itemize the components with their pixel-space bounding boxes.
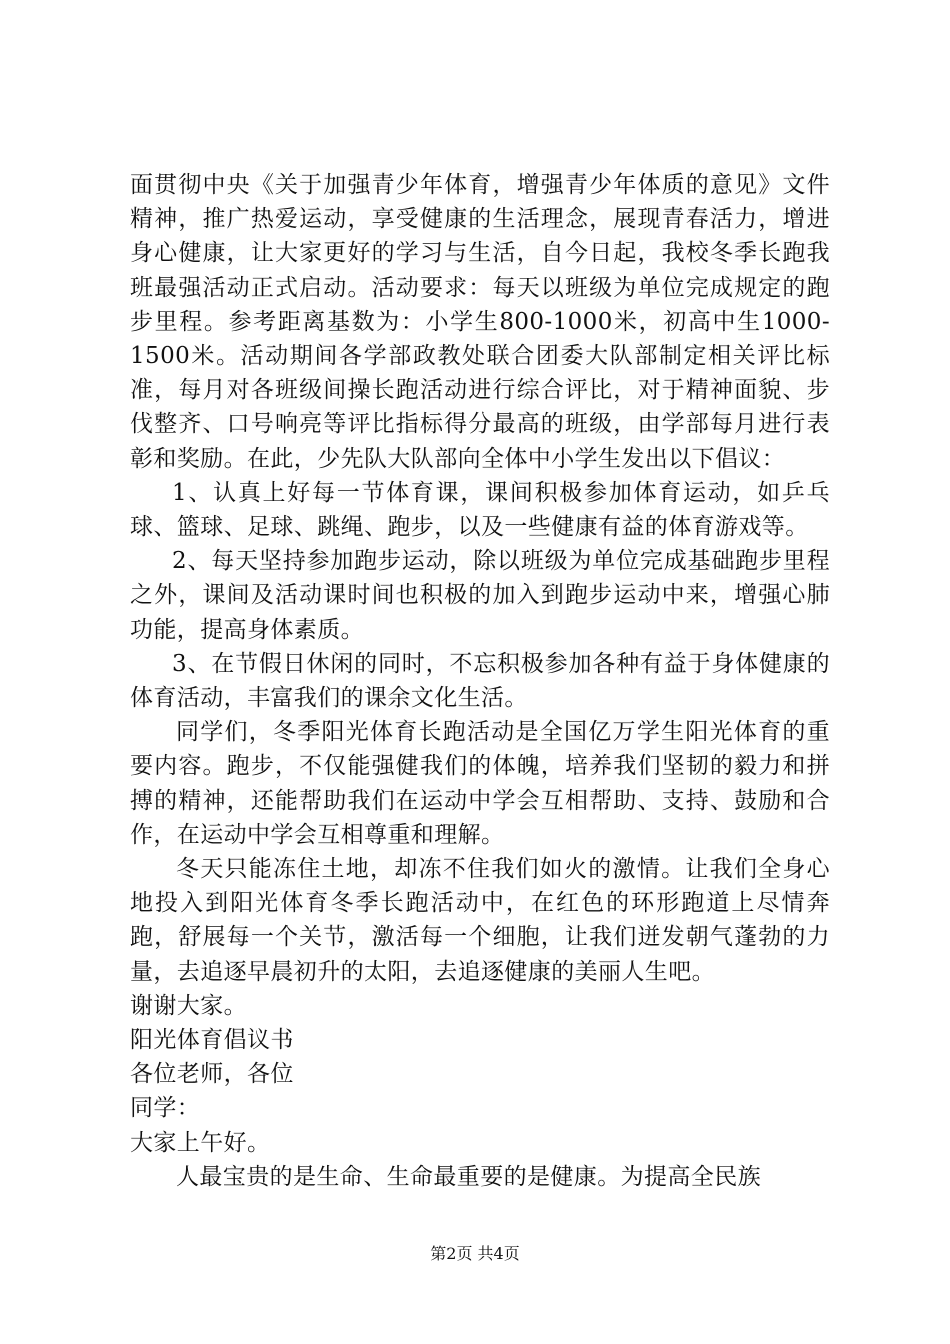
body-text [130, 168, 830, 1194]
paragraph-greeting-teachers: 各位老师，各位 [130, 1061, 294, 1088]
paragraph-item-1: 1、认真上好每一节体育课，课间积极参加体育运动，如乒乓球、篮球、足球、跳绳、跑步，以及一些健康有益的体育游戏等。 [130, 479, 830, 541]
paragraph-winter: 冬天只能冻住土地，却冻不住我们如火的激情。让我们全身心地投入到阳光体育冬季长跑活动中，在红色的环形跑道上尽情奔跑，舒展每一个关节，激活每一个细胞，让我们迸发朝气蓬勃的力量，去追逐早晨初升的太阳，去追逐健康的美丽人生吧。 [130, 856, 830, 985]
paragraph-life-health: 人最宝贵的是生命、生命最重要的是健康。为提高全民族 [176, 1163, 761, 1190]
paragraph-greeting-students: 同学： [130, 1095, 201, 1122]
paragraph-thanks: 谢谢大家。 [130, 992, 247, 1019]
paragraph-intro: 面贯彻中央《关于加强青少年体育，增强青少年体质的意见》文件精神，推广热爱运动，享受健康的生活理念，展现青春活力，增进身心健康，让大家更好的学习与生活，自今日起，我校冬季长跑我班最强活动正式启动。活动要求：每天以班级为单位完成规定的跑步里程。参考距离基数为：小学生800-1000米，初高中生1000-1500米。活动期间各学部政教处联合团委大队部制定相关评比标准，每月对各班级间操长跑活动进行综合评比，对于精神面貌、步伐整齐、口号响亮等评比指标得分最高的班级，由学部每月进行表彰和奖励。在此，少先队大队部向全体中小学生发出以下倡议： [130, 172, 830, 472]
paragraph-title: 阳光体育倡议书 [130, 1027, 294, 1054]
paragraph-good-morning: 大家上午好。 [130, 1129, 271, 1156]
paragraph-item-3: 3、在节假日休闲的同时，不忘积极参加各种有益于身体健康的体育活动，丰富我们的课余文化生活。 [130, 650, 830, 712]
paragraph-classmates: 同学们，冬季阳光体育长跑活动是全国亿万学生阳光体育的重要内容。跑步，不仅能强健我们的体魄，培养我们坚韧的毅力和拼搏的精神，还能帮助我们在运动中学会互相帮助、支持、鼓励和合作，在运动中学会互相尊重和理解。 [130, 719, 830, 848]
paragraph-item-2: 2、每天坚持参加跑步运动，除以班级为单位完成基础跑步里程之外，课间及活动课时间也积极的加入到跑步运动中来，增强心肺功能，提高身体素质。 [130, 548, 830, 643]
page-footer: 第2页 共4页 [430, 1244, 520, 1263]
